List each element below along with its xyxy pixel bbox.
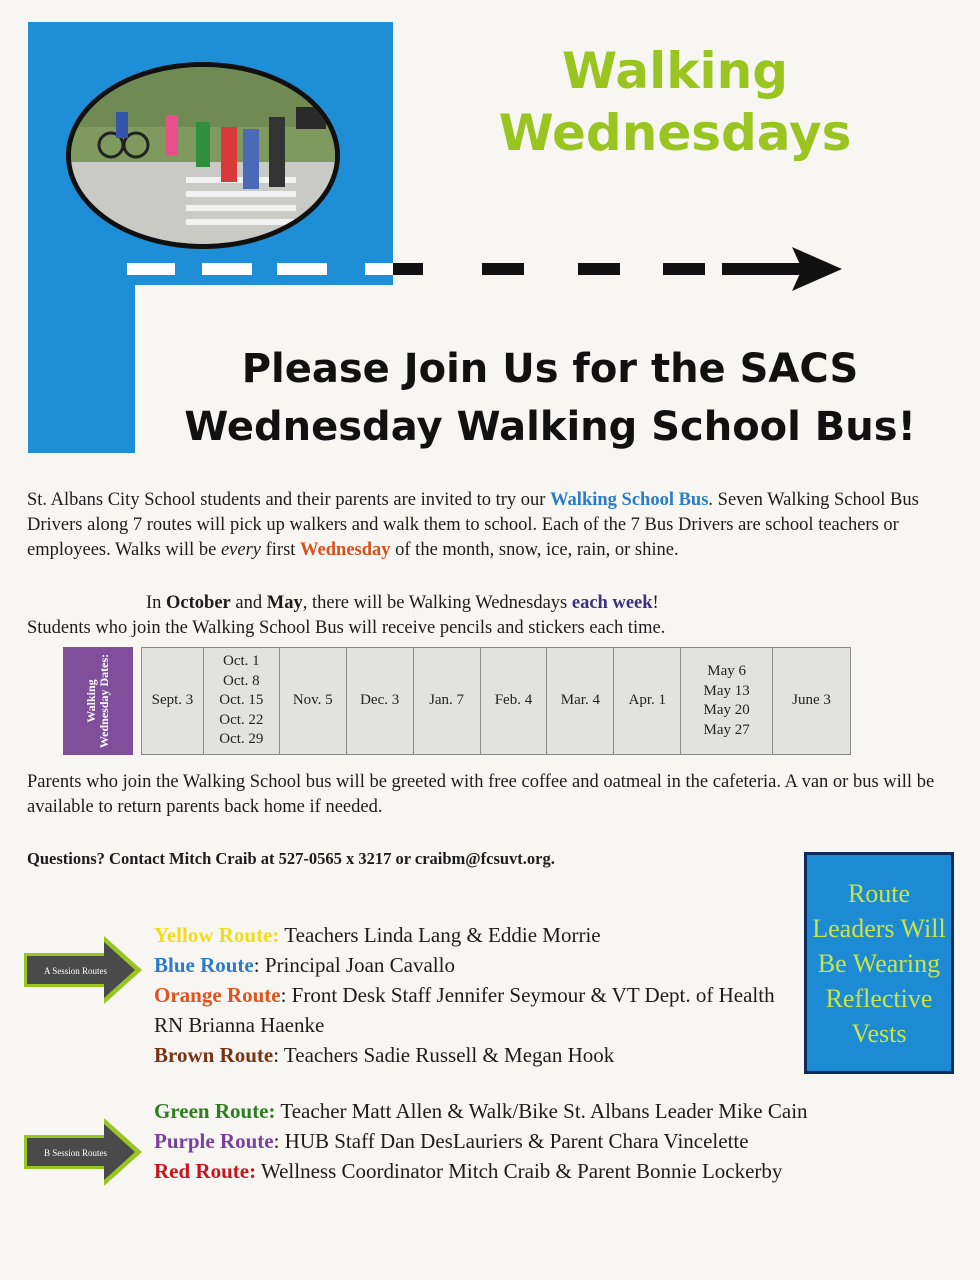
route-name: Blue Route xyxy=(154,953,254,977)
date-cell: Apr. 1 xyxy=(614,648,681,754)
page-title xyxy=(440,40,910,164)
session-a-label: A Session Routes xyxy=(43,966,107,976)
arrow-right-icon xyxy=(722,245,844,293)
walking-school-bus-emphasis: Walking School Bus xyxy=(550,490,709,510)
route-name: Orange Route xyxy=(154,983,281,1007)
parents-paragraph: Parents who join the Walking School bus will be greeted with free coffee and oatmeal in the cafeteria. A van or bus will be available to return parents back home if needed. xyxy=(27,772,935,817)
path-dash xyxy=(365,263,393,275)
route-green xyxy=(154,1096,924,1126)
weekly-text: In xyxy=(146,593,167,613)
route-leaders: : Principal Joan Cavallo xyxy=(253,953,455,977)
blue-side-block xyxy=(28,285,135,453)
each-week-emphasis: each week xyxy=(571,593,653,613)
headline-line-2: Wednesday Walking School Bus! xyxy=(184,404,916,450)
october-emphasis: October xyxy=(166,593,231,613)
path-dash xyxy=(663,263,705,275)
date-cell: Feb. 4 xyxy=(481,648,548,754)
path-dash xyxy=(202,263,252,275)
route-leaders: : Teachers Sadie Russell & Megan Hook xyxy=(273,1043,615,1067)
date-cell: Oct. 1 Oct. 8 Oct. 15 Oct. 22 Oct. 29 xyxy=(204,648,280,754)
route-name: Red Route: xyxy=(154,1159,257,1183)
weekly-text: , there will be Walking Wednesdays xyxy=(302,593,572,613)
path-dash xyxy=(578,263,620,275)
session-b-routes xyxy=(154,1096,954,1186)
date-cell: June 3 xyxy=(792,692,831,709)
session-b-arrow xyxy=(24,1118,144,1186)
dates-label-box xyxy=(63,647,133,755)
weekly-line xyxy=(146,591,966,616)
dates-label: Walking Wednesday Dates: xyxy=(84,653,111,749)
title-line-2: Wednesdays xyxy=(498,104,852,162)
date-cell: Dec. 3 xyxy=(347,648,414,754)
path-dash xyxy=(127,263,175,275)
wednesday-emphasis: Wednesday xyxy=(300,540,391,560)
reflective-vests-box xyxy=(804,852,954,1074)
route-name: Green Route: xyxy=(154,1099,276,1123)
route-orange xyxy=(154,980,784,1040)
intro-paragraph xyxy=(27,488,962,563)
weekly-text: and xyxy=(230,593,267,613)
path-dash xyxy=(277,263,327,275)
reflective-vests-text: Route Leaders Will Be Wearing Reflective Vests xyxy=(812,878,946,1048)
every-emphasis: every xyxy=(220,540,261,560)
pencils-line: Students who join the Walking School Bus will receive pencils and stickers each time. xyxy=(27,618,666,638)
route-yellow xyxy=(154,920,784,950)
route-name: Brown Route xyxy=(154,1043,274,1067)
date-cell: Nov. 5 xyxy=(280,648,347,754)
route-leaders: Teachers Linda Lang & Eddie Morrie xyxy=(279,923,601,947)
date-cell: Jan. 7 xyxy=(414,648,481,754)
date-cell: Sept. 3 xyxy=(142,648,204,754)
walking-dates-table xyxy=(63,647,851,755)
session-a-arrow xyxy=(24,936,144,1004)
path-dash xyxy=(482,263,524,275)
questions-contact: Questions? Contact Mitch Craib at 527-0565 x 3217 or craibm@fcsuvt.org. xyxy=(27,849,555,868)
session-a-routes xyxy=(154,920,784,1070)
weekly-text: ! xyxy=(652,593,659,613)
intro-text: first xyxy=(260,540,301,560)
route-red xyxy=(154,1156,954,1186)
route-leaders: Wellness Coordinator Mitch Craib & Parent Bonnie Lockerby xyxy=(256,1159,783,1183)
intro-text: of the month, snow, ice, rain, or shine. xyxy=(390,540,679,560)
route-blue xyxy=(154,950,784,980)
date-cell: Mar. 4 xyxy=(547,648,614,754)
headline xyxy=(150,340,950,456)
path-dash xyxy=(393,263,423,275)
route-brown xyxy=(154,1040,784,1070)
route-name: Yellow Route: xyxy=(154,923,280,947)
intro-text: St. Albans City School students and their parents are invited to try our xyxy=(27,490,551,510)
date-cell: May 6 May 13 May 20 May 27 xyxy=(681,648,773,754)
route-purple xyxy=(154,1126,954,1156)
route-leaders: : HUB Staff Dan DesLauriers & Parent Chara Vincelette xyxy=(273,1129,749,1153)
may-emphasis: May xyxy=(266,593,303,613)
title-line-1: Walking xyxy=(561,42,789,100)
dates-grid xyxy=(141,647,851,755)
route-leaders: : Front Desk Staff Jennifer Seymour & VT Dept. of Health RN Brianna Haenke xyxy=(154,983,775,1037)
walking-children-photo xyxy=(66,62,340,249)
session-b-label: B Session Routes xyxy=(43,1148,107,1158)
route-name: Purple Route xyxy=(154,1129,274,1153)
intro-text: . Seven Walking School Bus Drivers along 7 routes will pick up walkers and walk them to school. Each of the 7 Bus Drivers are school teachers or employees. Walks will be xyxy=(27,490,919,560)
headline-line-1: Please Join Us for the SACS xyxy=(241,346,859,392)
route-leaders: Teacher Matt Allen & Walk/Bike St. Albans Leader Mike Cain xyxy=(275,1099,808,1123)
